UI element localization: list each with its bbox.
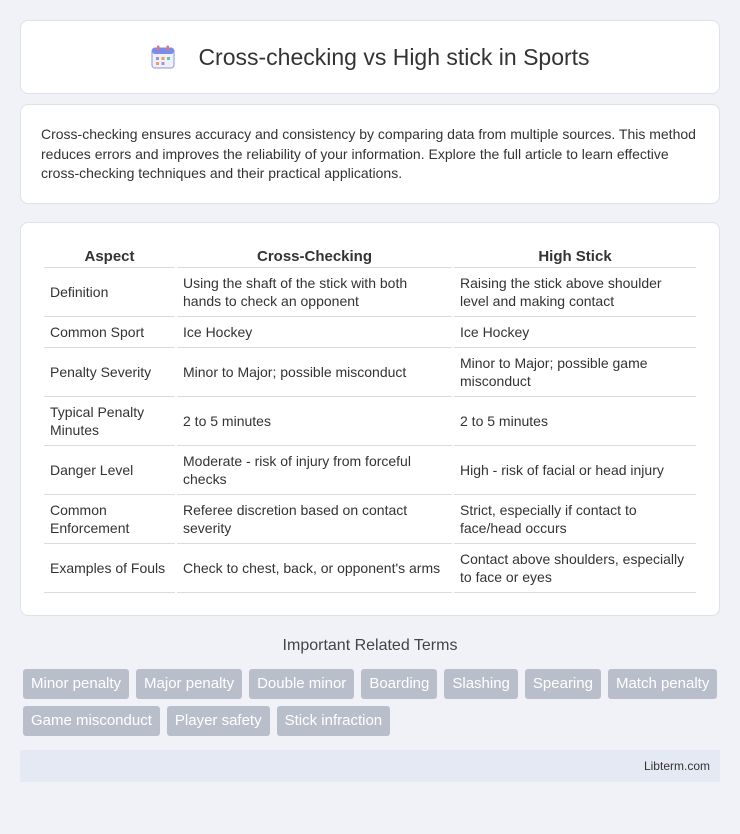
table-cell: Common Sport [44, 317, 175, 348]
related-terms-title: Important Related Terms [282, 637, 458, 654]
tag-game-misconduct[interactable]: Game misconduct [23, 706, 160, 736]
table-cell: Minor to Major; possible misconduct [177, 348, 452, 397]
calendar-icon [150, 44, 176, 70]
table-row [44, 317, 696, 348]
table-row [44, 544, 696, 593]
tag-player-safety[interactable]: Player safety [167, 706, 270, 736]
header-card [20, 20, 720, 94]
related-terms-list [23, 669, 720, 736]
tag-stick-infraction[interactable]: Stick infraction [277, 706, 391, 736]
comparison-table [42, 242, 698, 593]
table-cell: Referee discretion based on contact severity [177, 495, 452, 544]
intro-text: Cross-checking ensures accuracy and consistency by comparing data from multiple sources. This method reduces errors and improves the reliability of your information. Explore the full article to learn effective cross-checking techniques and their practical applications. [41, 126, 696, 181]
table-cell: Definition [44, 268, 175, 317]
header-cross-checking: Cross-Checking [177, 242, 452, 268]
table-row [44, 348, 696, 397]
table-row [44, 268, 696, 317]
table-header-row [44, 242, 696, 268]
table-row [44, 446, 696, 495]
table-cell: 2 to 5 minutes [454, 397, 696, 446]
table-cell: Raising the stick above shoulder level and making contact [454, 268, 696, 317]
table-cell: Using the shaft of the stick with both hands to check an opponent [177, 268, 452, 317]
tag-match-penalty[interactable]: Match penalty [608, 669, 717, 699]
tag-slashing[interactable]: Slashing [444, 669, 518, 699]
intro-card [20, 104, 720, 204]
page-title: Cross-checking vs High stick in Sports [198, 43, 590, 70]
table-cell: Strict, especially if contact to face/head occurs [454, 495, 696, 544]
table-row [44, 397, 696, 446]
table-cell: Check to chest, back, or opponent's arms [177, 544, 452, 593]
table-cell: Penalty Severity [44, 348, 175, 397]
table-cell: High - risk of facial or head injury [454, 446, 696, 495]
table-cell: 2 to 5 minutes [177, 397, 452, 446]
tag-major-penalty[interactable]: Major penalty [136, 669, 242, 699]
table-cell: Minor to Major; possible game misconduct [454, 348, 696, 397]
tag-spearing[interactable]: Spearing [525, 669, 601, 699]
table-cell: Moderate - risk of injury from forceful checks [177, 446, 452, 495]
table-cell: Ice Hockey [454, 317, 696, 348]
tag-minor-penalty[interactable]: Minor penalty [23, 669, 129, 699]
comparison-table-card [20, 222, 720, 616]
table-cell: Danger Level [44, 446, 175, 495]
table-row [44, 495, 696, 544]
tag-double-minor[interactable]: Double minor [249, 669, 354, 699]
tag-boarding[interactable]: Boarding [361, 669, 437, 699]
header-aspect: Aspect [44, 242, 175, 268]
table-cell: Common Enforcement [44, 495, 175, 544]
footer-site-link[interactable]: Libterm.com [643, 759, 710, 773]
table-cell: Contact above shoulders, especially to face or eyes [454, 544, 696, 593]
table-cell: Typical Penalty Minutes [44, 397, 175, 446]
table-cell: Examples of Fouls [44, 544, 175, 593]
table-cell: Ice Hockey [177, 317, 452, 348]
header-high-stick: High Stick [454, 242, 696, 268]
footer [20, 750, 720, 782]
